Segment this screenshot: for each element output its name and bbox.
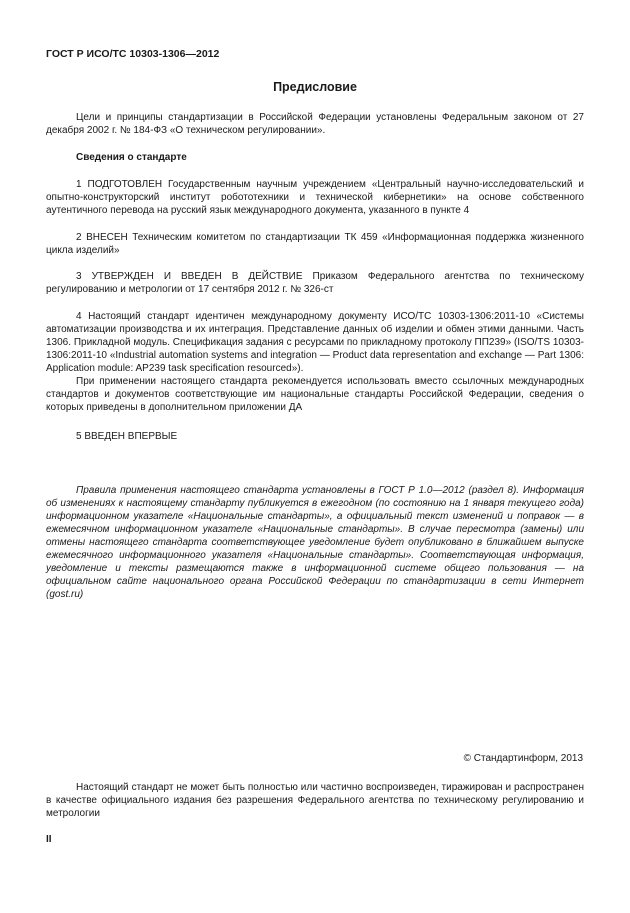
item2-paragraph: 2 ВНЕСЕН Техническим комитетом по стандартизации ТК 459 «Информационная поддержка жизненного цикла изделий» (46, 232, 584, 256)
rules-notice-paragraph: Правила применения настоящего стандарта установлены в ГОСТ Р 1.0—2012 (раздел 8). Информация об изменениях к настоящему стандарту публикуется в ежегодном (по состоянию на 1 января текущего года) информационном указателе «Национальные стандарты», а официальный текст изменений и поправок — в ежемесячном информационном указателе «Национальные стандарты». В случае пересмотра (замены) или отмены настоящего стандарта соответствующее уведомление будет опубликовано в ближайшем выпуске ежемесячного информационного указателя «Национальные стандарты». Соответствующая информация, уведомление и тексты размещаются также в информационной системе общего пользования — на официальном сайте национального органа Российской Федерации по стандартизации в сети Интернет (gost.ru) (46, 485, 584, 600)
item4-note-paragraph: При применении настоящего стандарта рекомендуется использовать вместо ссылочных международных стандартов и документов соответствующие им национальные стандарты Российской Федерации, сведения о которых приведены в дополнительном приложении ДА (46, 376, 584, 413)
item4-block (46, 310, 584, 414)
intro-paragraph: Цели и принципы стандартизации в Российской Федерации установлены Федеральным законом от 27 декабря 2002 г. № 184-ФЗ «О техническом регулировании». (46, 112, 584, 136)
page-title: Предисловие (273, 80, 357, 94)
copyright: © Стандартинформ, 2013 (463, 753, 583, 764)
item5-paragraph: 5 ВВЕДЕН ВПЕРВЫЕ (76, 431, 178, 442)
intro-block (46, 111, 584, 137)
item5-block (46, 430, 584, 443)
item1-paragraph: 1 ПОДГОТОВЛЕН Государственным научным учреждением «Центральный научно-исследовательский и опытно-конструкторский институт робототехники и технической кибернетики» на основе собственного аутентичного перевода на русский язык международного документа, указанного в пункте 4 (46, 179, 584, 216)
reproduction-notice-paragraph: Настоящий стандарт не может быть полностью или частично воспроизведен, тиражирован и распространен в качестве официального издания без разрешения Федерального агентства по техническому регулированию и метрологии (46, 782, 584, 819)
document-header: ГОСТ Р ИСО/ТС 10303-1306—2012 (46, 48, 220, 60)
section-heading-block (46, 151, 584, 164)
item2-block (46, 231, 584, 257)
item3-block (46, 270, 584, 296)
item3-paragraph: 3 УТВЕРЖДЕН И ВВЕДЕН В ДЕЙСТВИЕ Приказом Федерального агентства по техническому регулированию и метрологии от 17 сентября 2012 г. № 326-ст (46, 271, 584, 295)
item4-paragraph: 4 Настоящий стандарт идентичен международному документу ИСО/ТС 10303-1306:2011-10 «Системы автоматизации производства и их интеграция. Представление данных об изделии и обмен этими данными. Часть 1306. Прикладной модуль. Спецификация задания с ресурсами по прикладному протоколу ПП239» (ISO/TS 10303-1306:2011-10 «Industrial automation systems and integration — Product data representation and exchange — Part 1306: Application module: AP239 task specification resourced»). (46, 311, 584, 374)
item1-block (46, 178, 584, 217)
reproduction-notice-block (46, 781, 584, 820)
page-number: II (46, 834, 52, 845)
section-heading: Сведения о стандарте (76, 152, 187, 163)
rules-notice-block (46, 484, 584, 601)
